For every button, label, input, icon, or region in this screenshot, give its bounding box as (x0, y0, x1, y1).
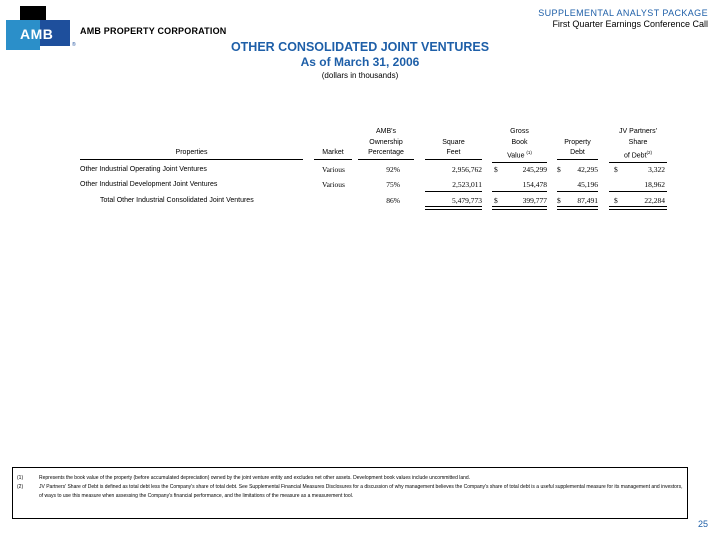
header-square-feet (425, 138, 482, 160)
header-jv-line2: Share (628, 138, 648, 146)
row-ownership: 75% (386, 180, 400, 189)
header-sqft-line2: Feet (425, 148, 482, 160)
subtotal-rule-sqft (425, 191, 482, 192)
header-market (314, 148, 352, 160)
total-ownership: 86% (386, 196, 400, 205)
header-jv-line1: JV Partners' (619, 128, 657, 135)
total-gross-book-value: 399,777 (522, 196, 547, 205)
total-rule-debt (557, 206, 598, 210)
footnote-1-marker: (1) (17, 475, 24, 481)
header-gbv-line3 (492, 148, 547, 163)
header-jv-line3 (609, 148, 667, 163)
header-jv-label: of Debt (623, 152, 647, 160)
row-gbv-currency: $ (494, 165, 498, 174)
header-gbv-line2: Book (511, 138, 528, 146)
total-jv-currency: $ (614, 196, 618, 205)
page-units: (dollars in thousands) (321, 71, 399, 80)
header-sqft-line1: Square (442, 138, 465, 146)
company-name: AMB PROPERTY CORPORATION (80, 26, 227, 36)
header-gbv-line1: Gross (510, 128, 529, 135)
header-properties-label: Properties (175, 149, 208, 156)
row-market: Various (322, 165, 345, 174)
total-jv-share-of-debt: 22,284 (644, 196, 665, 205)
logo-text: AMB (20, 26, 54, 42)
total-rule-jv (609, 206, 667, 210)
page-title-block (0, 40, 720, 80)
header-property-debt (557, 138, 598, 160)
package-header (538, 8, 708, 29)
total-square-feet: 5,479,773 (452, 196, 482, 205)
header-gbv-label: Value (507, 152, 525, 160)
footnote-ref-1: (1) (526, 150, 532, 155)
row-property-debt: 45,196 (577, 180, 598, 189)
footnote-1-text: Represents the book value of the property (before accumulated depreciation) owned by the joint venture entity and excludes net other assets. Development book values include uncommitted land. (39, 475, 471, 481)
row-square-feet: 2,956,762 (452, 165, 482, 174)
total-gbv-currency: $ (494, 196, 498, 205)
page-title: OTHER CONSOLIDATED JOINT VENTURES (230, 40, 490, 54)
subtotal-rule-jv (609, 191, 667, 192)
total-rule-gbv (492, 206, 547, 210)
header-ownership-line1: AMB's (375, 128, 396, 135)
total-property: Total Other Industrial Consolidated Joint Ventures (100, 197, 254, 204)
footnote-2 (13, 483, 687, 513)
header-debt-line2: Debt (557, 148, 598, 160)
footnote-ref-2: (2) (646, 150, 653, 155)
footnote-2-marker: (2) (17, 484, 24, 490)
header-ownership-line3: Percentage (358, 148, 414, 160)
footnote-2-text: JV Partners' Share of Debt is defined as total debt less the Company's share of total debt. See Supplemental Financial Measures Disclosures for a discussion of why management believes the Company's share of total debt is a useful supplemental measure for its management and investors, of ways to use this measure when assessing the Company's financial performance, and the limitations of the measure as a measurement tool. (39, 484, 683, 499)
header-market-label: Market (322, 149, 344, 156)
footnotes-box (12, 467, 688, 519)
row-market: Various (322, 180, 345, 189)
row-square-feet: 2,523,011 (452, 180, 482, 189)
row-gross-book-value: 245,299 (522, 165, 547, 174)
page-number: 25 (697, 519, 708, 529)
row-jv-share-of-debt: 18,962 (644, 180, 665, 189)
subtotal-rule-debt (557, 191, 598, 192)
total-debt-currency: $ (557, 196, 561, 205)
header-jv-share-of-debt (609, 127, 667, 163)
row-gross-book-value: 154,478 (522, 180, 547, 189)
subtotal-rule-gbv (492, 191, 547, 192)
header-gross-book-value (492, 127, 547, 163)
total-rule-sqft (425, 206, 482, 210)
header-debt-line1: Property (564, 138, 591, 146)
total-property-debt: 87,491 (577, 196, 598, 205)
registered-mark-icon: ® (72, 42, 76, 48)
footnote-1 (13, 474, 687, 483)
header-ownership (358, 127, 414, 160)
header-properties (80, 148, 303, 160)
row-property-debt: 42,295 (577, 165, 598, 174)
page-date: As of March 31, 2006 (300, 55, 420, 69)
row-ownership: 92% (386, 165, 400, 174)
row-debt-currency: $ (557, 165, 561, 174)
row-property: Other Industrial Development Joint Ventures (80, 181, 218, 188)
package-title: SUPPLEMENTAL ANALYST PACKAGE (538, 8, 708, 18)
package-subtitle: First Quarter Earnings Conference Call (552, 19, 708, 29)
row-jv-currency: $ (614, 165, 618, 174)
header-ownership-line2: Ownership (369, 138, 403, 146)
row-property: Other Industrial Operating Joint Ventures (80, 166, 207, 173)
row-jv-share-of-debt: 3,322 (648, 165, 665, 174)
